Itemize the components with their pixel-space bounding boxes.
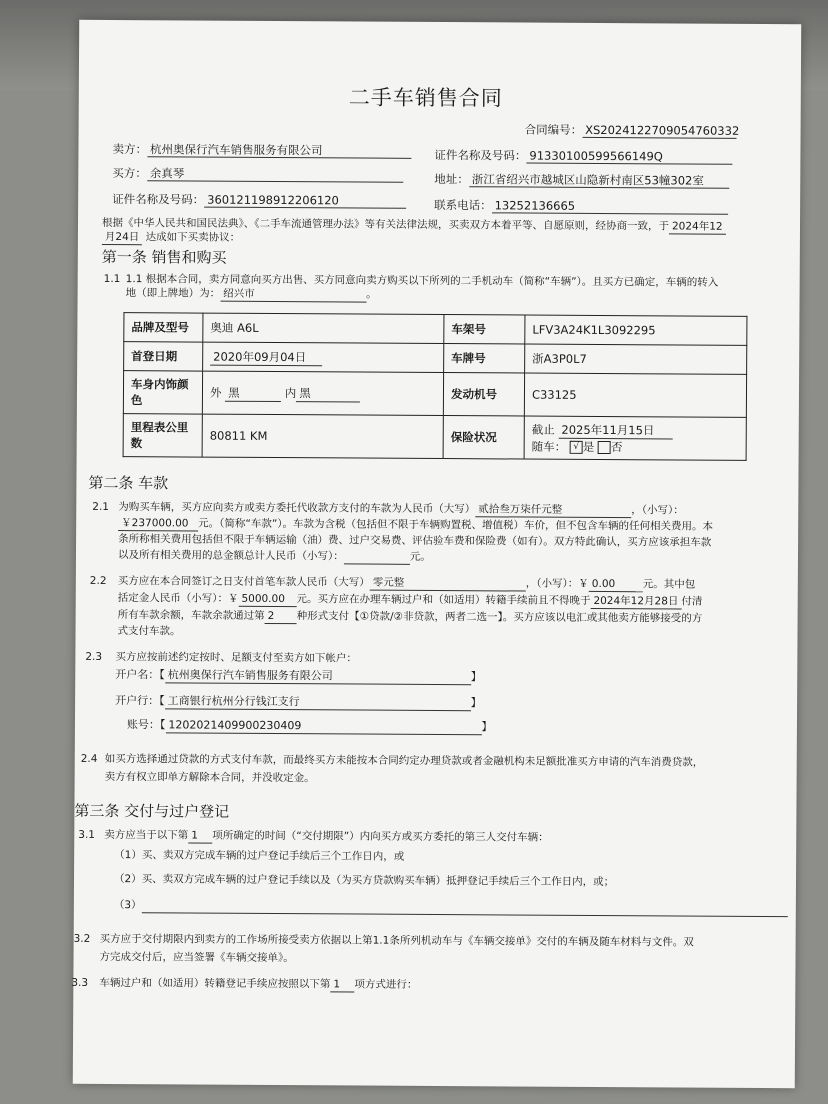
account-name-row: 开户名：【 杭州奥保行汽车销售服务有限公司 】 <box>115 668 482 684</box>
a31-num: 3.1 <box>78 828 96 841</box>
a23-num: 2.3 <box>85 650 103 663</box>
a21-line1: 为购买车辆，买方应向卖方或卖方委托代收款方支付的车款为人民币（大写） 贰拾叁万柒仟元整 ，（小写）： <box>118 501 684 517</box>
mileage-label: 里程表公里数 <box>123 414 202 457</box>
intro-line1: 根据《中华人民共和国民法典》、《二手车流通管理办法》等有关法律法规，买卖双方本着平等、自愿原则，经协商一致，于 2024年12 <box>102 216 726 235</box>
address-row: 地址： 浙江省绍兴市越城区山隐新村南区53幢302室 <box>434 172 729 189</box>
page-title: 二手车销售合同 <box>348 85 503 111</box>
vin-label: 车架号 <box>444 315 525 344</box>
a32-line2: 方完成交付后，应当签署《车辆交接单》。 <box>99 950 294 965</box>
bank-row: 开户行：【 工商银行杭州分行钱江支行 】 <box>115 694 482 710</box>
a21-line2: ￥237000.00 元。（简称“车款”）。车款为含税（包括但不限于车辆购置税、增值税）车价，但不包含车辆的任何相关费用。本 <box>118 516 713 535</box>
a22-line3: 所有车款余额，车款余款通过第 2 种形式支付【①贷款/②非贷款，两者二选一】。买方应该以电汇或其他卖方能够接受的方 <box>117 609 703 625</box>
a21-line3: 条所称相关费用包括但不限于车辆运输（油）费、过户交易费、评估验车费和保险费（如有）。双方特此确认，买方应该承担车款 <box>118 533 712 549</box>
table-row <box>123 414 746 461</box>
a24-line1: 如买方选择通过贷款的方式支付车款，而最终买方未能按本合同约定办理贷款或者金融机构未足额批准买方申请的汽车消费贷款， <box>104 752 704 769</box>
a24-num: 2.4 <box>80 752 98 765</box>
a32-num: 3.2 <box>73 932 91 945</box>
phone-row: 联系电话： 13252136665 <box>434 198 728 215</box>
brand-value: 奥迪 A6L <box>203 313 444 343</box>
color-cell: 外 黑 内 黑 <box>202 371 443 415</box>
a23-line1: 买方应按前述约定按时、足额支付至卖方如下帐户： <box>115 651 357 665</box>
account-no-row: 账号：【 1202021409900230409 】 <box>126 718 493 734</box>
article2-title: 第二条 车款 <box>88 473 169 493</box>
contract-page <box>73 20 801 1088</box>
article1-title: 第一条 销售和购买 <box>101 247 227 267</box>
a31-line1: 卖方应当于以下第 1 项所确定的时间（“交付期限”）内向买方或买方委托的第三人交付车辆： <box>104 828 549 844</box>
table-row <box>124 313 747 346</box>
engine-value: C33125 <box>524 373 746 417</box>
mileage-value: 80811 KM <box>202 414 443 458</box>
a22-num: 2.2 <box>89 574 107 587</box>
insurance-label: 保险状况 <box>443 416 524 459</box>
vehicle-info-table <box>123 312 748 461</box>
a32-line1: 买方应于交付期限内到卖方的工作场所接受卖方依据以上第1.1条所列机动车与《车辆交接单》交付的车辆及随车材料与文件。双 <box>99 932 694 949</box>
buyer-cert-row: 证件名称及号码： 360121198912206120 <box>112 192 406 209</box>
seller-cert-row: 证件名称及号码： 91330100599566149Q <box>434 148 732 165</box>
checkbox-yes[interactable]: √ <box>570 440 583 453</box>
reg-date-cell: 2020年09月04日 <box>203 342 444 372</box>
insurance-cell: 截止 2025年11月15日 随车： √ 是 否 <box>524 416 746 460</box>
buyer-row: 买方： 余真琴 <box>112 166 403 183</box>
a11-line2: 地（即上牌地）为： 绍兴市 。 <box>125 287 377 301</box>
article3-title: 第三条 交付与过户登记 <box>74 801 230 821</box>
a11-num: 1.1 <box>103 272 121 286</box>
a33-line1: 车辆过户和（如适用）转籍登记手续应按照以下第 1 项方式进行： <box>99 976 418 991</box>
color-label: 车身内饰颜色 <box>123 371 202 414</box>
a22-line2: 括定金人民币（小写）：￥ 5000.00 元。买方应在办理车辆过户和（如适用）转籍手续前且不得晚于 2024年12月28日 付清 <box>117 592 703 608</box>
a21-line4: 以及所有相关费用的总金额总计人民币（小写）： 元。 <box>117 549 431 563</box>
a21-num: 2.1 <box>92 500 110 513</box>
a33-num: 3.3 <box>71 976 89 989</box>
vin-value: LFV3A24K1L3092295 <box>525 315 747 345</box>
reg-date-label: 首登日期 <box>124 342 203 371</box>
a22-line4: 式支付车款。 <box>117 625 181 638</box>
plate-label: 车牌号 <box>444 344 525 373</box>
a31-item1: （1）买、卖双方完成车辆的过户登记手续后三个工作日内，或 <box>114 849 405 863</box>
a31-item2: （2）买、卖双方完成车辆的过户登记手续以及（为买方贷款购买车辆）抵押登记手续后三个工作日内，或； <box>113 873 615 889</box>
a24-line2: 卖方有权立即单方解除本合同，并没收定金。 <box>104 770 315 785</box>
checkbox-no[interactable] <box>598 440 611 453</box>
a11-line1: 1.1 根据本合同，卖方同意向买方出售、买方同意向卖方购买以下所列的二手机动车（简称“车辆”）。且买方已确定，车辆的转入 <box>125 273 719 289</box>
a22-line1: 买方应在本合同签订之日支付首笔车款人民币（大写） 零元整 ，（小写）：￥ 0.00 元。其中包 <box>117 575 696 591</box>
seller-row: 卖方： 杭州奥保行汽车销售服务有限公司 <box>112 142 411 159</box>
intro-line2: 月24日 达成如下买卖协议： <box>102 230 240 246</box>
brand-label: 品牌及型号 <box>124 313 203 342</box>
contract-number: 合同编号： XS20241227090547603​32 <box>524 122 740 138</box>
a31-item3: （3） <box>114 898 788 917</box>
table-row <box>124 342 747 375</box>
plate-value: 浙A3P0L7 <box>525 344 747 374</box>
table-row <box>123 371 746 418</box>
engine-label: 发动机号 <box>443 373 524 416</box>
